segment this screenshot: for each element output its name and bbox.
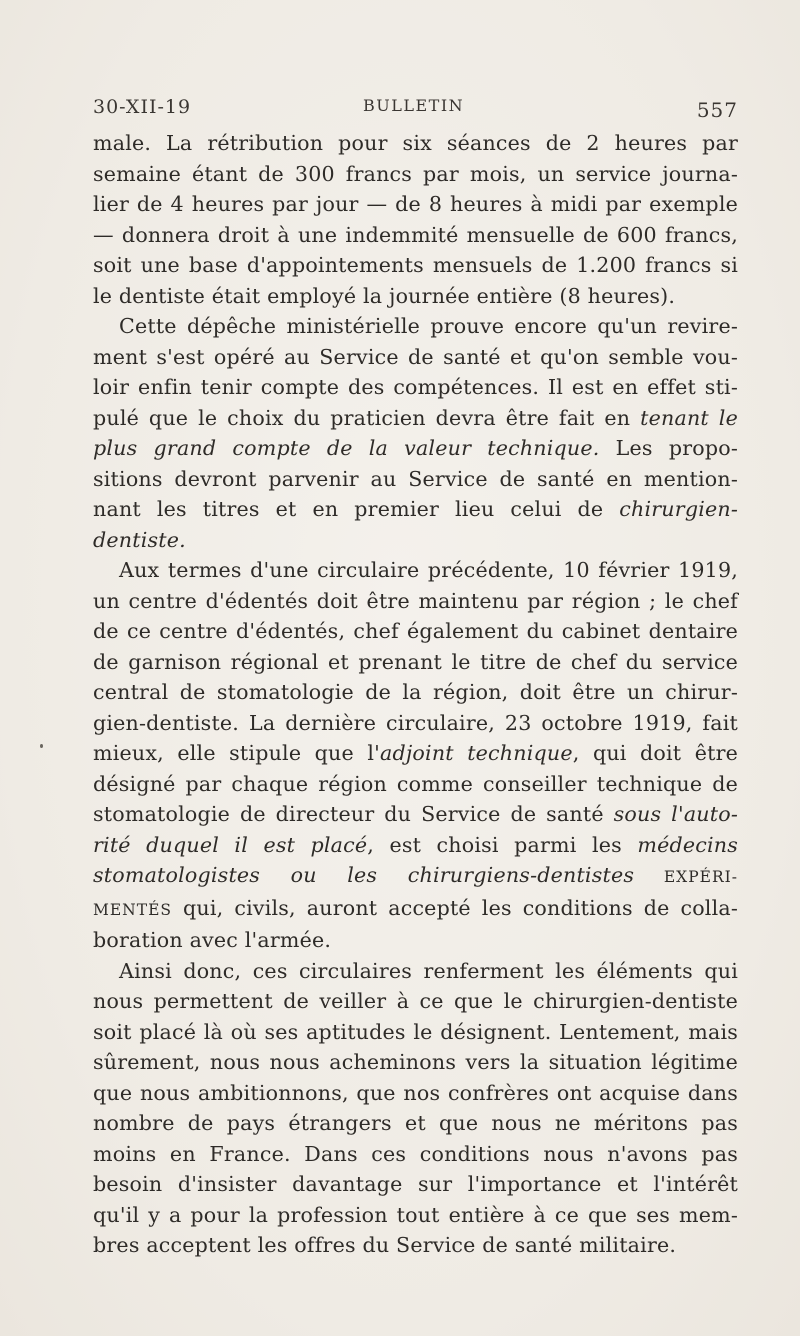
text-line: boration avec l'armée. (93, 928, 332, 952)
paper-speck (40, 744, 43, 748)
text-run: , qui doit être (572, 741, 738, 765)
text-line: bres acceptent les offres du Service de santé militaire. (93, 1233, 677, 1257)
text-line: nombre de pays étrangers et que nous ne méritons pas (93, 1111, 738, 1135)
italic-run: plus grand compte de la valeur technique. (93, 436, 600, 460)
text-line (93, 494, 738, 525)
text-line: soit placé là où ses aptitudes le désignent. Lentement, mais (93, 1019, 738, 1044)
text-line: male. La rétribution pour six séances de 2 heures par (93, 131, 738, 155)
text-line (93, 830, 738, 861)
small-caps-run: EXPÉRI- (634, 868, 738, 886)
text-line: Cette dépêche ministérielle prouve encore qu'un revire- (119, 314, 738, 338)
text-line: ment s'est opéré au Service de santé et qu'on semble vou- (93, 344, 738, 369)
paragraph-2 (93, 311, 738, 555)
text-run: nant les titres et en premier lieu celui de (93, 497, 620, 521)
text-line: sitions devront parvenir au Service de santé en mention- (93, 466, 738, 491)
text-line: sûrement, nous nous acheminons vers la situation légitime (93, 1050, 738, 1074)
text-line: lier de 4 heures par jour — de 8 heures à midi par exemple (93, 192, 738, 216)
text-line: qu'il y a pour la profession tout entière à ce que ses mem- (93, 1202, 738, 1227)
text-run: mieux, elle stipule que l' (93, 741, 380, 765)
text-line: — donnera droit à une indemmité mensuelle de 600 francs, (93, 222, 738, 247)
text-line (93, 738, 738, 769)
text-line: Aux termes d'une circulaire précédente, 10 février 1919, (119, 558, 738, 582)
italic-run: médecins (637, 832, 738, 857)
page-number: 557 (696, 98, 738, 122)
text-run: , est choisi parmi les (367, 832, 638, 857)
text-run: Les propo- (599, 436, 738, 460)
text-line (93, 403, 738, 434)
text-line: besoin d'insister davantage sur l'importance et l'intérêt (93, 1172, 738, 1196)
text-line (93, 525, 738, 556)
text-run: pulé que le choix du praticien devra être fait en (93, 405, 641, 430)
text-line: gien-dentiste. La dernière circulaire, 23 octobre 1919, fait (93, 710, 738, 735)
text-line: central de stomatologie de la région, doit être un chirur- (93, 680, 738, 704)
italic-run: stomatologistes ou les chirurgiens-dentistes (93, 863, 635, 887)
paragraph-3 (93, 555, 738, 956)
text-line: Ainsi donc, ces circulaires renferment les éléments qui (119, 958, 738, 983)
text-line: nous permettent de veiller à ce que le chirurgien-dentiste (93, 989, 738, 1013)
italic-run: dentiste. (93, 527, 186, 552)
text-run: stomatologie de directeur du Service de santé (93, 802, 614, 826)
small-caps-run: MENTÉS (93, 900, 173, 919)
text-line: moins en France. Dans ces conditions nous n'avons pas (93, 1141, 738, 1166)
paragraph-4 (93, 956, 738, 1261)
text-line: de ce centre d'édentés, chef également du cabinet dentaire (93, 619, 738, 643)
text-line: désigné par chaque région comme conseiller technique de (93, 771, 738, 796)
italic-run: adjoint technique (379, 741, 573, 765)
text-run: qui, civils, auront accepté les conditions de colla- (172, 895, 738, 920)
text-line (93, 799, 738, 830)
italic-run: rité duquel il est placé (93, 832, 368, 857)
running-header (93, 96, 738, 126)
text-line: le dentiste était employé la journée entière (8 heures). (93, 283, 676, 308)
italic-run: tenant le (640, 405, 738, 430)
italic-run: chirurgien- (619, 497, 738, 521)
header-date: 30-XII-19 (93, 96, 192, 118)
text-line: soit une base d'appointements mensuels de 1.200 francs si (93, 253, 738, 277)
text-line: de garnison régional et prenant le titre de chef du service (93, 649, 738, 674)
text-line (93, 893, 738, 926)
text-line: loir enfin tenir compte des compétences. Il est en effet sti- (93, 375, 738, 399)
italic-run: sous l'auto- (613, 802, 738, 826)
text-line: que nous ambitionnons, que nos confrères ont acquise dans (93, 1080, 738, 1105)
paragraph-1 (93, 128, 738, 311)
text-line (93, 433, 738, 464)
body-text (93, 128, 738, 1261)
text-line: semaine étant de 300 francs par mois, un service journa- (93, 161, 738, 186)
header-title: BULLETIN (363, 96, 465, 115)
text-line (93, 860, 738, 893)
text-line: un centre d'édentés doit être maintenu par région ; le chef (93, 588, 738, 613)
